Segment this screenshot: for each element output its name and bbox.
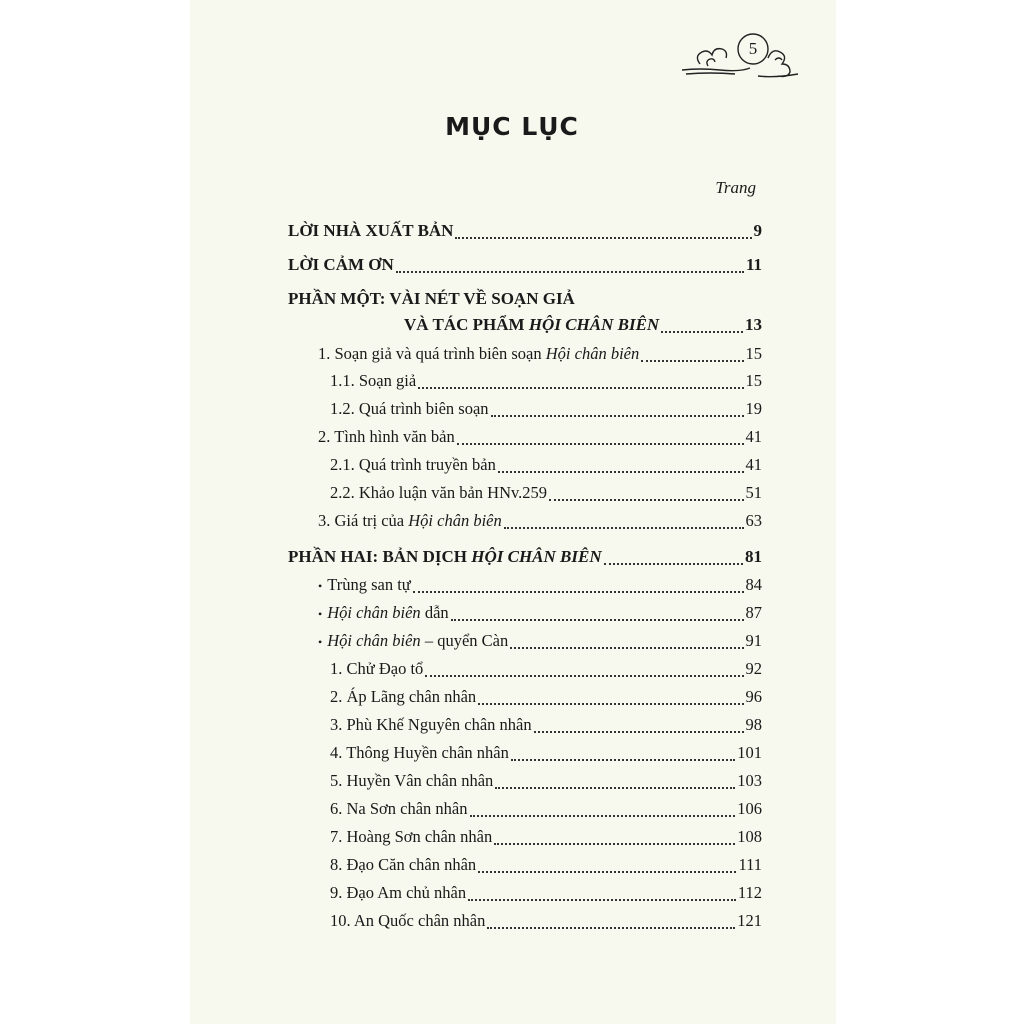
toc-entry-label: 6. Na Sơn chân nhân bbox=[330, 799, 468, 818]
toc-entry-label: 2. Áp Lãng chân nhân bbox=[330, 687, 477, 706]
dot-leader bbox=[457, 427, 744, 445]
dot-leader bbox=[468, 883, 736, 901]
toc-entry-section-2-1 bbox=[330, 452, 762, 478]
toc-entry-page: 11 bbox=[745, 255, 762, 274]
toc-entry-page: 91 bbox=[745, 631, 762, 650]
dot-leader bbox=[425, 659, 743, 677]
toc-entry-chapter bbox=[330, 712, 762, 738]
toc-entry-page: 87 bbox=[745, 603, 762, 622]
toc-entry-label: • Hội chân biên – quyển Càn bbox=[318, 631, 509, 650]
toc-entry-bullet-3 bbox=[318, 628, 762, 654]
dot-leader bbox=[641, 344, 743, 362]
dot-leader bbox=[470, 799, 736, 817]
toc-entry-page: 15 bbox=[745, 371, 762, 390]
toc-entry-chapter bbox=[330, 740, 762, 766]
toc-entry-page: 63 bbox=[745, 511, 762, 530]
toc-entry-label: 1.1. Soạn giả bbox=[330, 371, 417, 390]
dot-leader bbox=[534, 715, 744, 733]
toc-entry-label: 1. Soạn giả và quá trình biên soạn Hội chân biên bbox=[318, 344, 640, 363]
toc-entry-chapter bbox=[330, 796, 762, 822]
toc-entry-page: 96 bbox=[745, 687, 762, 706]
toc-entry-publisher-note bbox=[288, 218, 762, 244]
toc-entry-chapter bbox=[330, 768, 762, 794]
toc-entry-chapter bbox=[330, 684, 762, 710]
toc-entry-label: PHẦN HAI: BẢN DỊCH HỘI CHÂN BIÊN bbox=[288, 547, 602, 566]
toc-entry-page: 41 bbox=[745, 427, 762, 446]
toc-entry-section-1-2 bbox=[330, 396, 762, 422]
dot-leader bbox=[511, 743, 735, 761]
toc-entry-label: VÀ TÁC PHẨM HỘI CHÂN BIÊN bbox=[404, 315, 660, 334]
toc-entry-label: 4. Thông Huyền chân nhân bbox=[330, 743, 509, 762]
dot-leader bbox=[451, 603, 744, 621]
dot-leader bbox=[455, 221, 751, 239]
toc-entry-label: 5. Huyền Vân chân nhân bbox=[330, 771, 494, 790]
toc-entry-section-1-1 bbox=[330, 368, 762, 394]
toc-entry-page: 19 bbox=[745, 399, 762, 418]
dot-leader bbox=[510, 631, 743, 649]
bullet-icon: • bbox=[318, 607, 323, 621]
toc-entry-label: 1. Chử Đạo tổ bbox=[330, 659, 424, 678]
toc-entry-page: 106 bbox=[737, 799, 762, 818]
toc-entry-bullet-2 bbox=[318, 600, 762, 626]
dot-leader bbox=[478, 687, 743, 705]
toc-entry-section-1 bbox=[318, 341, 762, 367]
toc-entry-page: 81 bbox=[745, 547, 762, 566]
dot-leader bbox=[661, 315, 743, 333]
page-number: 5 bbox=[748, 39, 758, 58]
toc-entry-part-two bbox=[288, 544, 762, 570]
toc-entry-label: • Trùng san tự bbox=[318, 575, 411, 594]
dot-leader bbox=[498, 455, 744, 473]
dot-leader bbox=[604, 547, 743, 565]
toc-entry-label: 2.1. Quá trình truyền bản bbox=[330, 455, 496, 474]
dot-leader bbox=[549, 483, 743, 501]
toc-entry-page: 111 bbox=[738, 855, 762, 874]
toc-entry-page: 92 bbox=[745, 659, 762, 678]
dot-leader bbox=[504, 511, 744, 529]
toc-entry-page: 108 bbox=[737, 827, 762, 846]
toc-entry-page: 121 bbox=[737, 911, 762, 930]
page-column-label: Trang bbox=[715, 178, 756, 197]
toc-entry-page: 98 bbox=[745, 715, 762, 734]
bullet-icon: • bbox=[318, 579, 323, 593]
toc-entry-label: 2. Tình hình văn bản bbox=[318, 427, 455, 446]
toc-entry-part-one bbox=[404, 312, 762, 338]
toc-entry-page: 51 bbox=[745, 483, 762, 502]
dot-leader bbox=[491, 399, 744, 417]
dot-leader bbox=[487, 911, 735, 929]
dot-leader bbox=[413, 575, 744, 593]
toc-entry-label: 10. An Quốc chân nhân bbox=[330, 911, 486, 930]
dot-leader bbox=[478, 855, 736, 873]
toc-entry-label: LỜI NHÀ XUẤT BẢN bbox=[288, 221, 454, 240]
toc-entry-chapter bbox=[330, 908, 762, 934]
toc-entry-chapter bbox=[330, 880, 762, 906]
toc-entry-page: 9 bbox=[753, 221, 762, 240]
bullet-icon: • bbox=[318, 635, 323, 649]
dot-leader bbox=[396, 255, 744, 273]
toc-entry-label: 9. Đạo Am chủ nhân bbox=[330, 883, 467, 902]
toc-entry-label: 2.2. Khảo luận văn bản HNv.259 bbox=[330, 483, 548, 502]
toc-entry-label: 7. Hoàng Sơn chân nhân bbox=[330, 827, 493, 846]
toc-entry-chapter bbox=[330, 656, 762, 682]
dot-leader bbox=[495, 771, 735, 789]
toc-entry-label: 8. Đạo Căn chân nhân bbox=[330, 855, 477, 874]
toc-entry-bullet-1 bbox=[318, 572, 762, 598]
dot-leader bbox=[494, 827, 735, 845]
toc-entry-acknowledgements bbox=[288, 252, 762, 278]
toc-entry-label: 3. Phù Khế Nguyên chân nhân bbox=[330, 715, 532, 734]
toc-entry-label: LỜI CẢM ƠN bbox=[288, 255, 394, 274]
toc-entry-page: 101 bbox=[737, 743, 762, 762]
toc-entry-section-3 bbox=[318, 508, 762, 534]
toc-entry-page: 103 bbox=[737, 771, 762, 790]
toc-entry-label: 1.2. Quá trình biên soạn bbox=[330, 399, 489, 418]
toc-entry-label: • Hội chân biên dẫn bbox=[318, 603, 449, 622]
toc-entry-page: 15 bbox=[745, 344, 762, 363]
dot-leader bbox=[418, 371, 743, 389]
toc-entry-section-2 bbox=[318, 424, 762, 450]
toc-entry-part-one-line1: PHẦN MỘT: VÀI NÉT VỀ SOẠN GIẢ bbox=[288, 289, 575, 308]
toc-entry-label: 3. Giá trị của Hội chân biên bbox=[318, 511, 502, 530]
toc-entry-page: 41 bbox=[745, 455, 762, 474]
toc-entry-page: 112 bbox=[737, 883, 762, 902]
toc-entry-chapter bbox=[330, 824, 762, 850]
page-title: MỤC LỤC bbox=[445, 112, 579, 141]
toc-entry-page: 13 bbox=[745, 315, 762, 334]
toc-entry-section-2-2 bbox=[330, 480, 762, 506]
toc-entry-chapter bbox=[330, 852, 762, 878]
toc-entry-page: 84 bbox=[745, 575, 762, 594]
